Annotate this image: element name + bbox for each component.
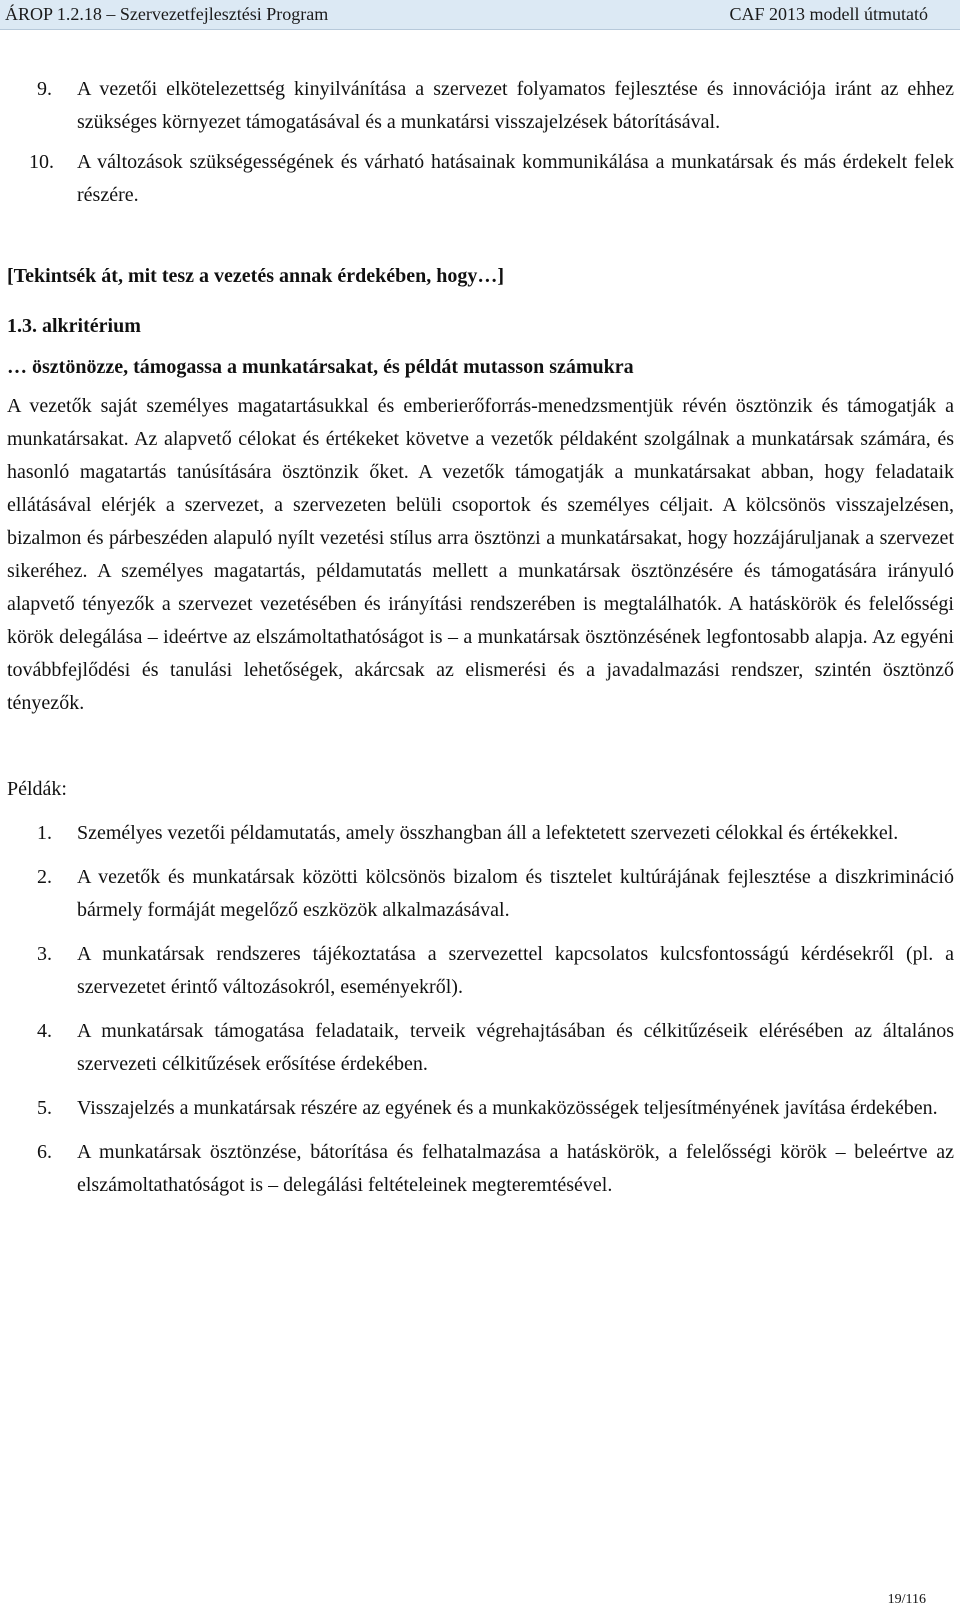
example-item: [7, 938, 954, 1004]
list-item: [7, 73, 954, 139]
example-text: A munkatársak ösztönzése, bátorítása és felhatalmazása a hatáskörök, a felelősségi körök – beleértve az elszámoltathatóságot is – delegálási feltételeinek megteremtésével.: [77, 1141, 954, 1196]
list-item: [7, 146, 954, 212]
examples-heading: Példák:: [7, 778, 67, 800]
examples-list: [7, 817, 954, 1202]
subcriterion-number: 1.3. alkritérium: [7, 315, 141, 337]
list-item-text: A változások szükségességének és várható hatásainak kommunikálása a munkatársak és más érdekelt felek részére.: [77, 151, 954, 206]
list-item-text: A vezetői elkötelezettség kinyilvánítása a szervezet folyamatos fejlesztése és innovációja iránt az ehhez szükséges környezet támogatásával és a munkatársi visszajelzések bátorításával.: [77, 78, 954, 133]
header-document-title: CAF 2013 modell útmutató: [729, 4, 928, 24]
example-item: [7, 861, 954, 927]
example-number: 1.: [37, 822, 52, 844]
example-text: A vezetők és munkatársak közötti kölcsönös bizalom és tisztelet kultúrájának fejlesztése a diszkrimináció bármely formáját megelőző eszközök alkalmazásával.: [77, 866, 954, 921]
page-number: 19/116: [887, 1592, 926, 1607]
example-number: 4.: [37, 1020, 52, 1042]
example-text: A munkatársak támogatása feladataik, terveik végrehajtásában és célkitűzéseik elérésében az általános szervezeti célkitűzések erősítése érdekében.: [77, 1020, 954, 1075]
example-item: [7, 817, 954, 850]
subcriterion-title: … ösztönözze, támogassa a munkatársakat, és példát mutasson számukra: [7, 356, 634, 378]
subcriterion-body: A vezetők saját személyes magatartásukkal és emberierőforrás-menedzsmentjük révén ösztönzik és támogatják a munkatársakat. Az alapvető célokat és értékeket követve a vezetők példaként szolgálnak a munkatársak számára, és hasonló magatartás tanúsítására ösztönzik őket. A vezetők támogatják a munkatársakat abban, hogy feladataik ellátásával elérjék a szervezet, a szervezeten belüli csoportok és személyes céljait. A kölcsönös visszajelzésen, bizalmon és párbeszéden alapuló nyílt vezetési stílus arra ösztönzi a munkatársakat, hogy hozzájáruljanak a szervezet sikeréhez. A személyes magatartás, példamutatás mellett a munkatársak ösztönzésére és támogatására irányuló alapvető tényezők a szervezet vezetésében és irányítási rendszerében is megtalálhatók. A hatáskörök és felelősségi körök delegálása – ideértve az elszámoltathatóságot is – a munkatársak ösztönzésének legfontosabb alapja. Az egyéni továbbfejlődési és tanulási lehetőségek, akárcsak az elismerési és a javadalmazási rendszer, szintén ösztönző tényezők.: [7, 395, 954, 714]
example-number: 3.: [37, 943, 52, 965]
example-number: 5.: [37, 1097, 52, 1119]
header-program-title: ÁROP 1.2.18 – Szervezetfejlesztési Program: [5, 4, 329, 24]
running-header: [0, 0, 960, 30]
example-item: [7, 1136, 954, 1202]
example-item: [7, 1015, 954, 1081]
list-item-number: 9.: [37, 78, 52, 100]
review-note: [Tekintsék át, mit tesz a vezetés annak érdekében, hogy…]: [7, 265, 505, 287]
page-content: [7, 73, 954, 1213]
example-number: 2.: [37, 866, 52, 888]
example-text: Személyes vezetői példamutatás, amely összhangban áll a lefektetett szervezeti célokkal és értékekkel.: [77, 822, 899, 844]
example-number: 6.: [37, 1141, 52, 1163]
example-text: Visszajelzés a munkatársak részére az egyének és a munkaközösségek teljesítményének javítása érdekében.: [77, 1097, 938, 1119]
example-item: [7, 1092, 954, 1125]
example-text: A munkatársak rendszeres tájékoztatása a szervezettel kapcsolatos kulcsfontosságú kérdésekről (pl. a szervezetet érintő változásokról, eseményekről).: [77, 943, 954, 998]
list-item-number: 10.: [29, 151, 54, 173]
